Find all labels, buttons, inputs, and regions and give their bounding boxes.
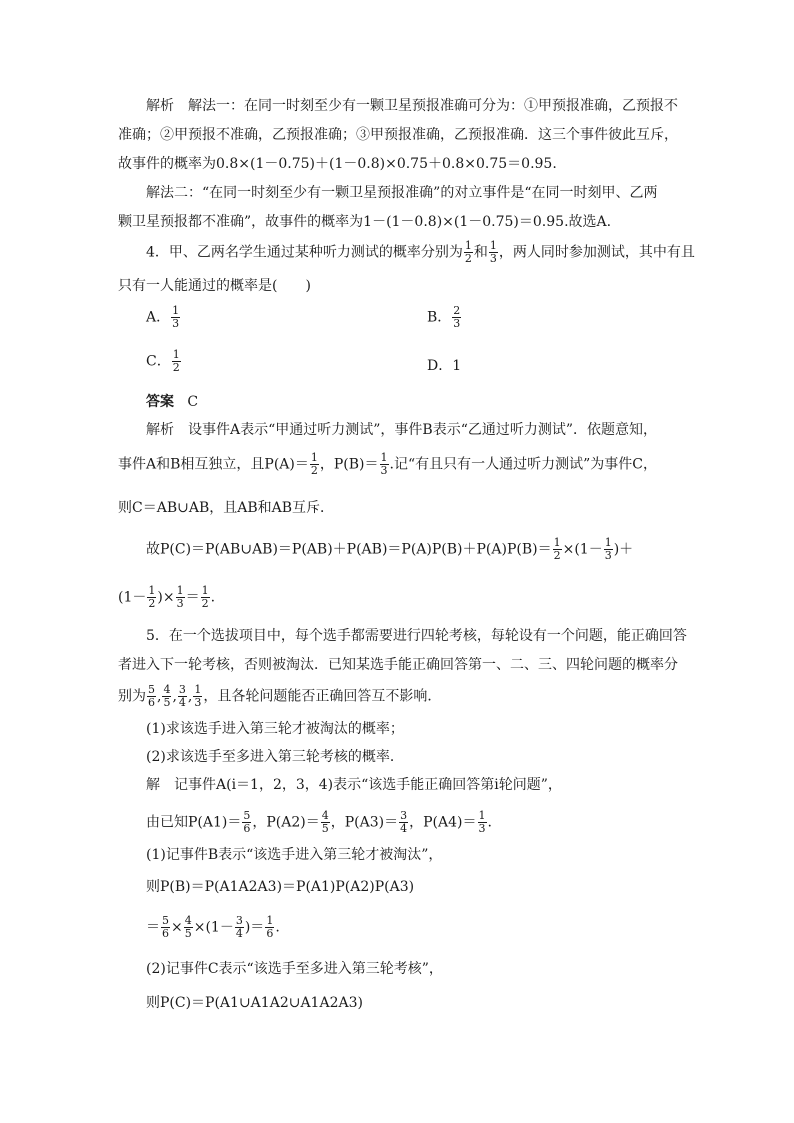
- fraction: $\frac{1}{3}$: [380, 451, 388, 477]
- q5-subquestion-1: (1)求该选手进入第三轮才被淘汰的概率；: [146, 721, 404, 737]
- q4-solution-line-4: 故P(C)＝P(AB∪AB)＝P(AB)＋P(AB)＝P(A)P(B)＋P(A)P(B)＝ $\frac{1}{2}$ ×(1－ $\frac{1}{3}$ )＋: [146, 536, 634, 562]
- q4-stem-text: 4．甲、乙两名学生通过某种听力测试的概率分别为: [146, 244, 463, 261]
- fraction: $\frac{1}{3}$: [604, 536, 612, 562]
- fraction: $\frac{1}{2}$: [553, 536, 561, 562]
- fraction: $\frac{1}{3}$: [489, 239, 497, 265]
- q5-stem-line-2: 者进入下一轮考核，否则被淘汰．已知某选手能正确回答第一、二、三、四轮问题的概率分: [118, 657, 678, 673]
- q5-solution-line-4: 则P(B)＝P(A1A2A3)＝P(A1)P(A2)P(A3): [146, 879, 415, 895]
- q5-solution-line-3: (1)记事件B表示“该选手进入第三轮才被淘汰”，: [146, 847, 443, 863]
- q5-stem-line-3: 别为 $\frac{5}{6}$ , $\frac{4}{5}$ , $\frac{3}{4}$ , $\frac{1}{3}$ ，且各轮问题能否正确回答互不影响．: [118, 683, 442, 709]
- q5-solution-line-2: 由已知P(A1)＝ $\frac{5}{6}$ ，P(A2)＝ $\frac{4}{5}$ ，P(A3)＝ $\frac{3}{4}$ ，P(A4)＝ $\frac{1}{3}$ .: [146, 809, 492, 835]
- solution-line-5: 颗卫星预报都不准确”，故事件的概率为1－(1－0.8)×(1－0.75)＝0.95.故选A.: [118, 214, 612, 230]
- q5-solution-line-1: 解 记事件A(i＝1，2，3，4)表示“该选手能正确回答第i轮问题”，: [146, 777, 562, 793]
- fraction: $\frac{5}{6}$: [148, 683, 155, 709]
- q4-option-d: D．1: [427, 358, 462, 374]
- fraction: $\frac{1}{3}$: [478, 809, 486, 835]
- q4-option-a: A． $\frac{1}{3}$: [146, 304, 180, 330]
- fraction: $\frac{1}{3}$: [176, 584, 184, 610]
- solution-line-4: 解法二：“在同一时刻至少有一颗卫星预报准确”的对立事件是“在同一时刻甲、乙两: [146, 185, 658, 201]
- fraction: $\frac{4}{5}$: [184, 914, 192, 940]
- fraction: $\frac{3}{4}$: [178, 683, 186, 709]
- fraction: $\frac{1}{2}$: [201, 584, 209, 610]
- fraction: $\frac{2}{3}$: [453, 304, 461, 330]
- q5-solution-line-6: (2)记事件C表示“该选手至多进入第三轮考核”，: [146, 961, 443, 977]
- q4-solution-line-2: 事件A和B相互独立，且P(A)＝ $\frac{1}{2}$ ，P(B)＝ $\frac{1}{3}$ .记“有且只有一人通过听力测试”为事件C，: [118, 451, 657, 477]
- fraction: $\frac{5}{6}$: [243, 809, 251, 835]
- answer-label: 答案: [146, 394, 174, 410]
- solution-line-3: 故事件的概率为0.8×(1－0.75)＋(1－0.8)×0.75＋0.8×0.75＝0.95.: [118, 156, 557, 172]
- fraction: $\frac{1}{6}$: [266, 914, 274, 940]
- fraction: $\frac{3}{4}$: [235, 914, 243, 940]
- q5-stem-line-1: 5．在一个选拔项目中，每个选手都需要进行四轮考核，每轮设有一个问题，能正确回答: [146, 628, 687, 644]
- q4-answer: [146, 393, 198, 411]
- q4-stem-line-2: 只有一人能通过的概率是( ): [118, 278, 311, 294]
- q5-solution-line-5: ＝ $\frac{5}{6}$ × $\frac{4}{5}$ ×(1－ $\frac{3}{4}$ )＝ $\frac{1}{6}$ .: [146, 914, 280, 940]
- fraction: $\frac{5}{6}$: [162, 914, 169, 940]
- fraction: $\frac{1}{2}$: [172, 348, 180, 374]
- solution-line-2: 准确；②甲预报不准确，乙预报准确；③甲预报准确，乙预报准确．这三个事件彼此互斥，: [118, 127, 678, 143]
- fraction: $\frac{4}{5}$: [163, 683, 171, 709]
- q4-solution-line-3: 则C＝AB∪AB，且AB和AB互斥．: [118, 500, 335, 516]
- q5-subquestion-2: (2)求该选手至多进入第三轮考核的概率．: [146, 749, 404, 765]
- fraction: $\frac{1}{3}$: [194, 683, 202, 709]
- q4-option-b: B． $\frac{2}{3}$: [427, 304, 461, 330]
- fraction: $\frac{1}{2}$: [148, 584, 156, 610]
- fraction: $\frac{1}{3}$: [172, 304, 180, 330]
- q5-solution-line-7: 则P(C)＝P(A1∪A1A2∪A1A2A3): [146, 995, 363, 1011]
- q4-solution-line-1: 解析 设事件A表示“甲通过听力测试”，事件B表示“乙通过听力测试”．依题意知，: [146, 422, 658, 438]
- fraction: $\frac{1}{2}$: [310, 451, 318, 477]
- fraction: $\frac{3}{4}$: [400, 809, 408, 835]
- fraction: $\frac{1}{2}$: [464, 239, 472, 265]
- q4-option-c: C． $\frac{1}{2}$: [146, 348, 180, 374]
- solution-line-1: 解析 解法一：在同一时刻至少有一颗卫星预报准确可分为：①甲预报准确，乙预报不: [146, 98, 678, 114]
- q4-solution-line-5: (1－ $\frac{1}{2}$ )× $\frac{1}{3}$ ＝ $\frac{1}{2}$ .: [118, 584, 216, 610]
- q4-stem-line-1: 4．甲、乙两名学生通过某种听力测试的概率分别为 $\frac{1}{2}$ 和 $\frac{1}{3}$ ，两人同时参加测试，其中有且: [146, 239, 695, 265]
- answer-value: C: [187, 394, 199, 410]
- fraction: $\frac{4}{5}$: [321, 809, 329, 835]
